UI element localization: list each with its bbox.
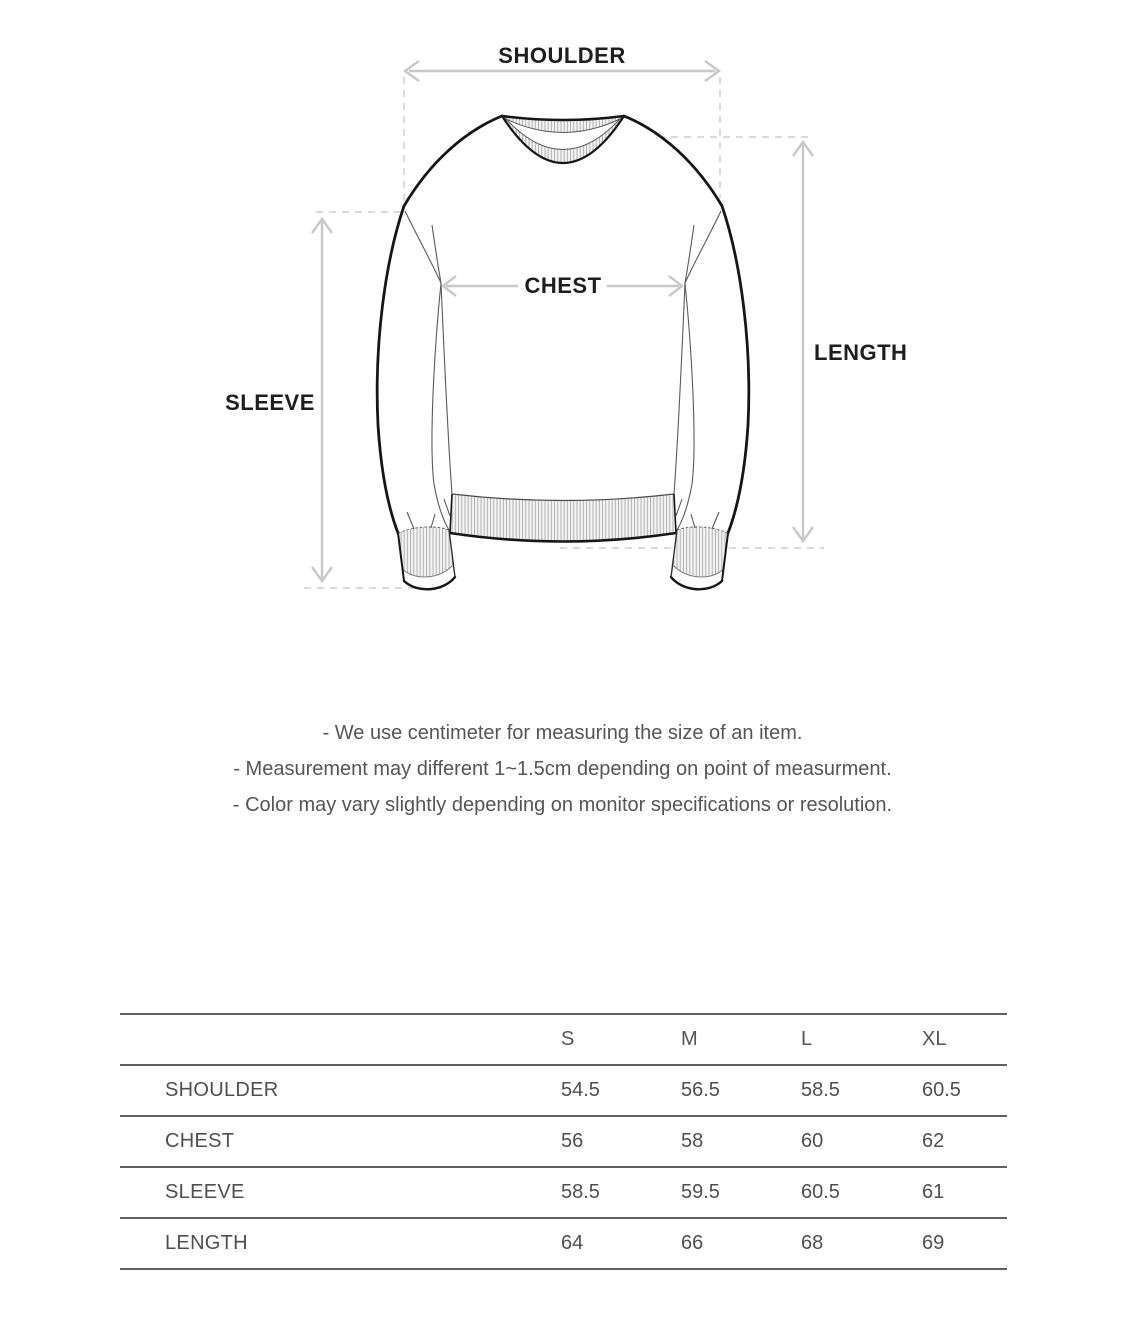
size-notes — [0, 715, 1125, 823]
size-col-header-xl: XL — [922, 1028, 947, 1050]
size-value: 54.5 — [561, 1079, 600, 1101]
size-col-header-s: S — [561, 1028, 575, 1050]
size-table — [120, 1013, 1007, 1270]
note-line: - Measurement may different 1~1.5cm depending on point of measurment. — [233, 758, 892, 780]
shoulder-label: SHOULDER — [498, 43, 626, 68]
size-col-header-m: M — [681, 1028, 698, 1050]
size-value: 61 — [922, 1181, 945, 1203]
size-value: 56 — [561, 1130, 584, 1152]
size-value: 58.5 — [561, 1181, 600, 1203]
note-line: - We use centimeter for measuring the size of an item. — [322, 722, 803, 744]
table-row-length — [120, 1219, 1007, 1270]
row-label: LENGTH — [165, 1232, 248, 1254]
size-value: 56.5 — [681, 1079, 720, 1101]
size-col-header-l: L — [801, 1028, 813, 1050]
chest-label: CHEST — [524, 273, 602, 298]
sleeve-label: SLEEVE — [225, 390, 315, 415]
size-value: 58 — [681, 1130, 704, 1152]
size-value: 59.5 — [681, 1181, 720, 1203]
size-value: 60.5 — [922, 1079, 961, 1101]
row-label: SHOULDER — [165, 1079, 279, 1101]
table-row-chest — [120, 1117, 1007, 1168]
note-line: - Color may vary slightly depending on monitor specifications or resolution. — [232, 794, 893, 816]
table-row-shoulder — [120, 1066, 1007, 1117]
row-label: CHEST — [165, 1130, 235, 1152]
size-value: 64 — [561, 1232, 584, 1254]
size-value: 69 — [922, 1232, 945, 1254]
table-row-sleeve — [120, 1168, 1007, 1219]
size-value: 66 — [681, 1232, 704, 1254]
size-value: 62 — [922, 1130, 945, 1152]
hem-band — [450, 494, 676, 542]
size-table-header-row — [120, 1015, 1007, 1066]
size-value: 60.5 — [801, 1181, 840, 1203]
length-label: LENGTH — [814, 340, 908, 365]
size-value: 68 — [801, 1232, 824, 1254]
size-value: 60 — [801, 1130, 824, 1152]
size-value: 58.5 — [801, 1079, 840, 1101]
row-label: SLEEVE — [165, 1181, 245, 1203]
